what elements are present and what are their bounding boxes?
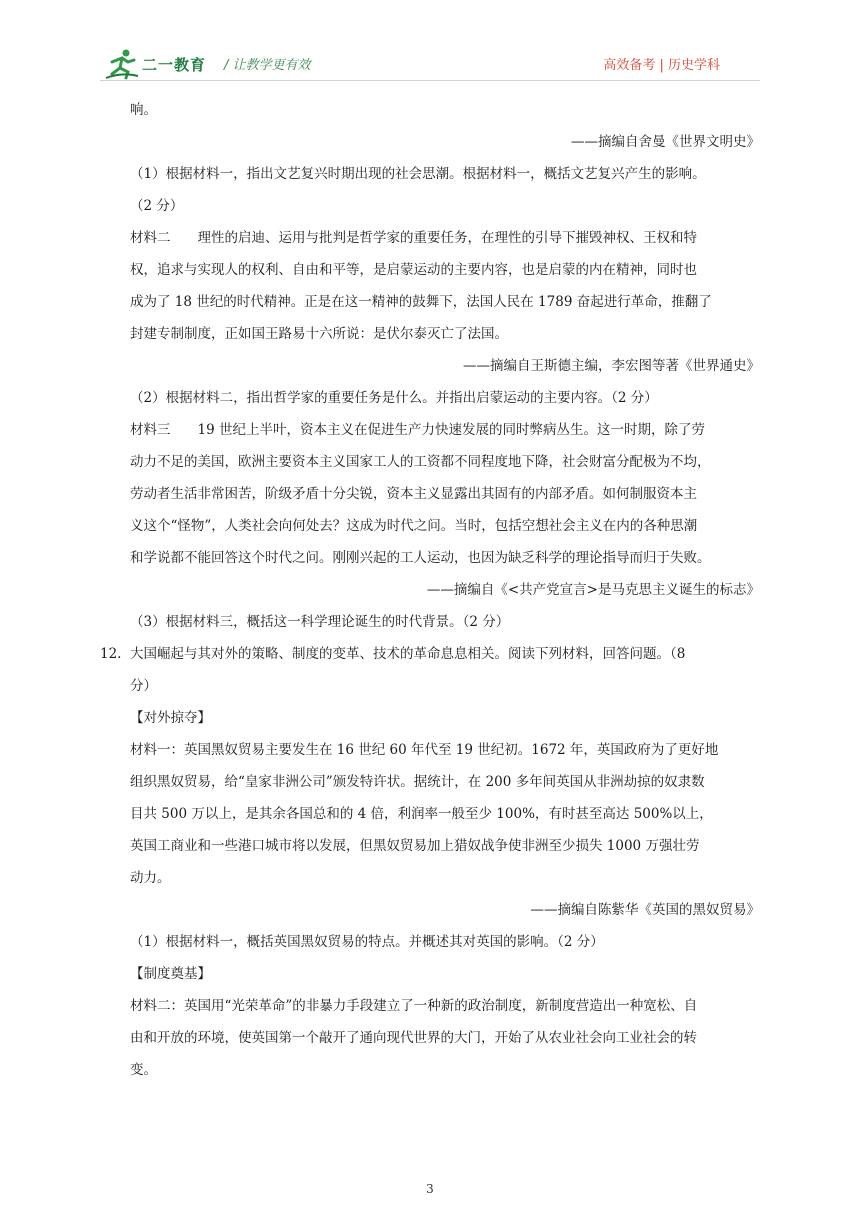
material-line: 动力不足的美国，欧洲主要资本主义国家工人的工资都不同程度地下降，社会财富分配极为不均， <box>130 454 711 470</box>
header-divider <box>100 80 760 81</box>
logo <box>104 48 216 82</box>
material-line: 目共 500 万以上，是其余各国总和的 4 倍，利润率一般至少 100%，有时甚至高达 500%以上， <box>130 806 713 822</box>
material-line: 和学说都不能回答这个时代之问。刚刚兴起的工人运动，也因为缺乏科学的理论指导而归于失败。 <box>130 550 711 566</box>
material-line: 材料二：英国用“光荣革命”的非暴力手段建立了一种新的政治制度，新制度营造出一种宽松、自 <box>130 998 698 1014</box>
runner-logo-icon <box>104 48 140 80</box>
material-line: 劳动者生活非常困苦，阶级矛盾十分尖锐，资本主义显露出其固有的内部矛盾。如何制服资本主 <box>130 486 697 502</box>
section-heading: 【制度奠基】 <box>130 966 211 982</box>
section-heading: 【对外掠夺】 <box>130 710 211 726</box>
question-12-stem <box>100 638 760 670</box>
material-line: 材料二 理性的启迪、运用与批判是哲学家的重要任务，在理性的引导下摧毁神权、王权和特 <box>130 230 697 246</box>
material-line: 英国工商业和一些港口城市将以发展，但黑奴贸易加上猎奴战争使非洲至少损失 1000 万强壮劳 <box>130 838 700 854</box>
text-line: 响。 <box>130 102 157 118</box>
question-number: 12. <box>100 646 122 662</box>
material-line: 由和开放的环境，使英国第一个敲开了通向现代世界的大门，开始了从农业社会向工业社会的转 <box>130 1030 697 1046</box>
source-citation: ——摘编自王斯德主编，李宏图等著《世界通史》 <box>463 358 760 374</box>
material-line: 组织黑奴贸易，给“皇家非洲公司”颁发特许状。据统计，在 200 多年间英国从非洲劫掠的奴隶数 <box>130 774 705 790</box>
material-line: 权，追求与实现人的权利、自由和平等，是启蒙运动的主要内容，也是启蒙的内在精神，同时也 <box>130 262 697 278</box>
material-line: 动力。 <box>130 870 171 886</box>
source-citation: ——摘编自舍曼《世界文明史》 <box>571 134 760 150</box>
question-line: （3）根据材料三，概括这一科学理论诞生的时代背景。（2 分） <box>130 614 510 630</box>
question-line: （1）根据材料一，指出文艺复兴时期出现的社会思潮。根据材料一，概括文艺复兴产生的影响。 <box>130 166 706 182</box>
material-line: 义这个“怪物”，人类社会向何处去？这成为时代之问。当时，包括空想社会主义在内的各种思潮 <box>130 518 698 534</box>
question-line: （2）根据材料二，指出哲学家的重要任务是什么。并指出启蒙运动的主要内容。（2 分） <box>130 390 658 406</box>
material-line: 材料一：英国黑奴贸易主要发生在 16 世纪 60 年代至 19 世纪初。1672 年，英国政府为了更好地 <box>130 742 719 758</box>
page-body <box>100 94 760 1086</box>
question-line: （1）根据材料一，概括英国黑奴贸易的特点。并概述其对英国的影响。（2 分） <box>130 934 604 950</box>
material-line: 封建专制制度，正如国王路易十六所说：是伏尔泰灭亡了法国。 <box>130 326 508 342</box>
page-header <box>100 44 760 84</box>
material-line: 变。 <box>130 1062 157 1078</box>
slogan: / 让教学更有效 <box>224 58 311 73</box>
page-number: 3 <box>426 1182 434 1196</box>
question-stem-text: 大国崛起与其对外的策略、制度的变革、技术的革命息息相关。阅读下列材料，回答问题。（8 <box>130 646 686 662</box>
subject-label: 高效备考 | 历史学科 <box>603 58 720 73</box>
question-line: 分） <box>130 678 157 694</box>
source-citation: ——摘编自陈紫华《英国的黑奴贸易》 <box>530 902 760 918</box>
source-citation: ——摘编自《<共产党宣言>是马克思主义诞生的标志》 <box>426 582 760 598</box>
material-line: 成为了 18 世纪的时代精神。正是在这一精神的鼓舞下，法国人民在 1789 奋起进行革命，推翻了 <box>130 294 712 310</box>
question-line: （2 分） <box>130 198 184 214</box>
logo-text: 二一教育 <box>142 56 207 74</box>
material-line: 材料三 19 世纪上半叶，资本主义在促进生产力快速发展的同时弊病丛生。这一时期，除了劳 <box>130 422 705 438</box>
